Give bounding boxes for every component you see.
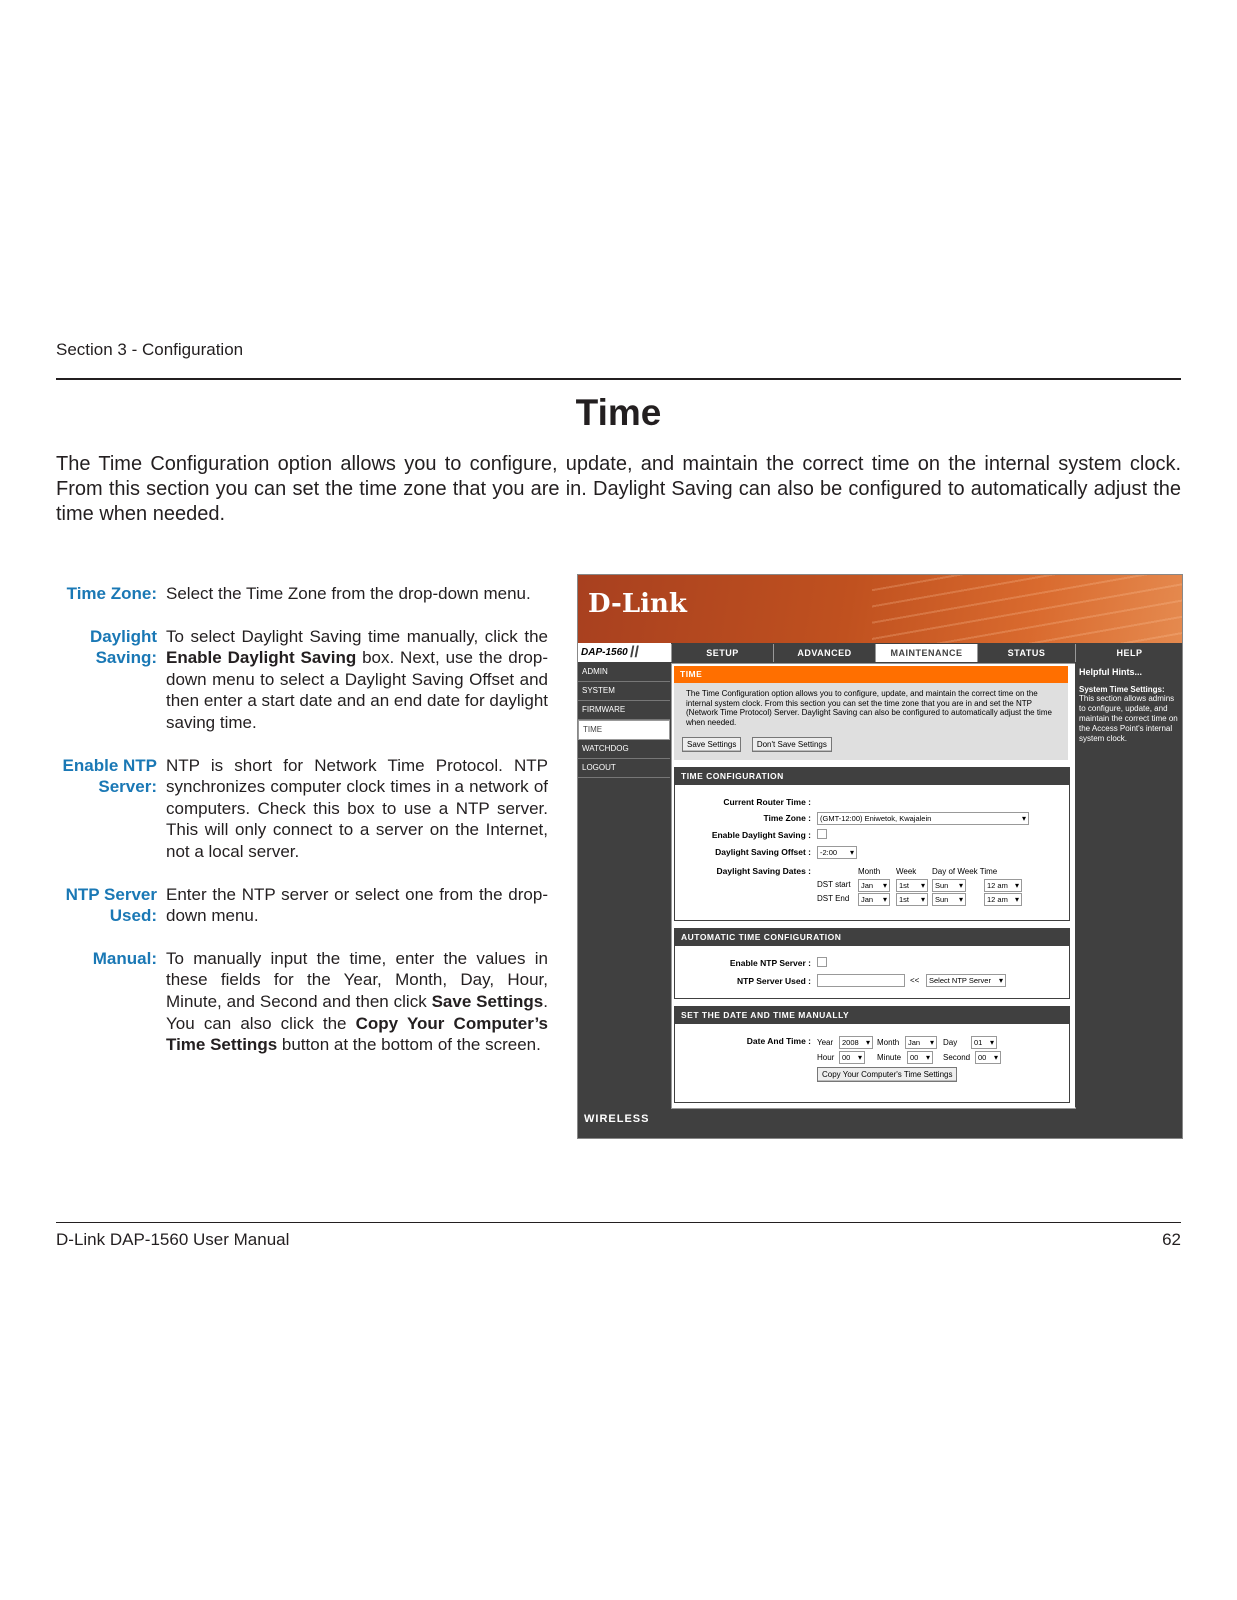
- time-configuration-panel: [674, 767, 1070, 921]
- enable-ntp-label: Enable NTP Server :: [729, 958, 811, 968]
- desc-time-zone: Select the Time Zone from the drop-down menu.: [166, 584, 531, 603]
- dst-end-month-select[interactable]: Jan ▾: [858, 893, 890, 906]
- wireless-footer-logo: WIRELESS: [584, 1113, 650, 1125]
- definition-daylight-saving: [56, 626, 548, 734]
- dst-end-time-select[interactable]: 12 am ▾: [984, 893, 1022, 906]
- dst-end-day-select[interactable]: Sun ▾: [932, 893, 966, 906]
- help-subtitle: System Time Settings:: [1079, 685, 1165, 694]
- time-panel-description: The Time Configuration option allows you to configure, update, and maintain the correct time on the internal system clock. From this section you can set the time zone that you are in and set the NTP (Network Time Protocol) Server. Daylight Saving can also be configured to automatically adjust the time when needed.: [686, 689, 1052, 727]
- sidebar-item-logout[interactable]: LOGOUT: [578, 759, 670, 778]
- tab-advanced[interactable]: ADVANCED: [773, 644, 875, 662]
- col-week: Week: [896, 867, 917, 876]
- col-day-time: Day of Week Time: [932, 867, 998, 876]
- dont-save-settings-button[interactable]: Don't Save Settings: [752, 737, 832, 752]
- manual-time-title: SET THE DATE AND TIME MANUALLY: [675, 1007, 1069, 1024]
- intro-paragraph: The Time Configuration option allows you to configure, update, and maintain the correct time on the internal system clock. From this section you can set the time zone that you are in. Daylight Saving can also be configured to automatically adjust the time when needed.: [56, 453, 1181, 525]
- date-time-label: Date And Time :: [746, 1036, 811, 1046]
- sidebar-item-time[interactable]: TIME: [578, 720, 670, 740]
- desc-ntp-server-used: Enter the NTP server or select one from the drop-down menu.: [166, 884, 548, 926]
- col-month: Month: [858, 867, 881, 876]
- desc-daylight-saving: To select Daylight Saving time manually, click the Enable Daylight Saving box. Next, use the drop-down menu to select a Daylight Saving Offset and then enter a start date and an end date for daylight saving time.: [166, 626, 548, 732]
- ntp-server-select[interactable]: Select NTP Server ▾: [926, 974, 1006, 987]
- day-label: Day: [943, 1038, 958, 1047]
- enable-ntp-checkbox[interactable]: [817, 957, 827, 967]
- definition-manual: [56, 948, 548, 1056]
- term-time-zone: Time Zone:: [66, 584, 157, 603]
- second-select[interactable]: 00 ▾: [975, 1051, 1001, 1064]
- sidebar-item-firmware[interactable]: FIRMWARE: [578, 701, 670, 720]
- tab-status[interactable]: STATUS: [977, 644, 1075, 662]
- save-settings-button[interactable]: Save Settings: [682, 737, 741, 752]
- time-zone-select[interactable]: (GMT-12:00) Eniwetok, Kwajalein ▾: [817, 812, 1029, 825]
- router-ui-screenshot: [577, 574, 1183, 1139]
- definition-ntp-server-used: [56, 884, 548, 927]
- hour-select[interactable]: 00 ▾: [839, 1051, 865, 1064]
- definition-time-zone: [56, 583, 548, 605]
- slash-decoration: //: [630, 644, 639, 661]
- section-label: Section 3 - Configuration: [56, 340, 244, 359]
- hour-label: Hour: [817, 1053, 835, 1062]
- automatic-time-title: AUTOMATIC TIME CONFIGURATION: [675, 929, 1069, 946]
- dst-end-label: DST End: [817, 894, 850, 903]
- month-label: Month: [877, 1038, 900, 1047]
- tab-maintenance[interactable]: MAINTENANCE: [875, 644, 977, 662]
- footer-divider: [56, 1222, 1181, 1223]
- ntp-server-input[interactable]: [817, 974, 905, 987]
- time-panel-title: TIME: [674, 666, 1068, 683]
- time-panel: [674, 666, 1068, 760]
- model-label: DAP-1560: [578, 643, 671, 662]
- offset-select[interactable]: -2:00 ▾: [817, 846, 857, 859]
- minute-select[interactable]: 00 ▾: [907, 1051, 933, 1064]
- sidebar-item-admin[interactable]: ADMIN: [578, 663, 670, 682]
- sidebar: [578, 663, 670, 778]
- term-manual: Manual:: [92, 948, 157, 968]
- main-content: [671, 663, 1076, 1109]
- header-divider: [56, 378, 1181, 380]
- dst-end-week-select[interactable]: 1st ▾: [896, 893, 928, 906]
- current-time-label: Current Router Time :: [723, 797, 811, 807]
- month-select[interactable]: Jan ▾: [905, 1036, 937, 1049]
- minute-label: Minute: [877, 1053, 902, 1062]
- dst-start-month-select[interactable]: Jan ▾: [858, 879, 890, 892]
- dst-start-label: DST start: [817, 880, 851, 889]
- dates-label: Daylight Saving Dates :: [716, 866, 811, 876]
- help-panel: [1075, 663, 1182, 1107]
- daylight-saving-checkbox[interactable]: [817, 829, 827, 839]
- page-number: 62: [1162, 1230, 1181, 1249]
- tab-help[interactable]: HELP: [1075, 644, 1183, 662]
- footer-manual-title: D-Link DAP-1560 User Manual: [56, 1230, 290, 1249]
- page-title: Time: [575, 392, 662, 433]
- help-body: This section allows admins to configure, update, and maintain the correct time on the Access Point's internal system clock.: [1079, 694, 1178, 743]
- time-configuration-title: TIME CONFIGURATION: [675, 768, 1069, 785]
- dlink-logo: D-Link: [588, 589, 687, 619]
- dst-start-time-select[interactable]: 12 am ▾: [984, 879, 1022, 892]
- sidebar-item-system[interactable]: SYSTEM: [578, 682, 670, 701]
- tab-setup[interactable]: SETUP: [671, 644, 773, 662]
- copy-computer-time-button[interactable]: Copy Your Computer's Time Settings: [817, 1067, 957, 1082]
- second-label: Second: [943, 1053, 971, 1062]
- ntp-used-label: NTP Server Used :: [736, 976, 811, 986]
- day-select[interactable]: 01 ▾: [971, 1036, 997, 1049]
- dst-start-week-select[interactable]: 1st ▾: [896, 879, 928, 892]
- automatic-time-panel: [674, 928, 1070, 999]
- desc-enable-ntp: NTP is short for Network Time Protocol. NTP synchronizes computer clock times in a network of computers. Check this box to use a NTP server. This will only connect to a server on the Internet, not a local server.: [166, 755, 548, 861]
- definition-list: [56, 583, 548, 1077]
- manual-time-panel: [674, 1006, 1070, 1103]
- daylight-saving-label: Enable Daylight Saving :: [711, 830, 811, 840]
- year-label: Year: [817, 1038, 834, 1047]
- help-title: Helpful Hints...: [1079, 667, 1142, 677]
- term-daylight-saving: Daylight Saving:: [89, 626, 157, 668]
- offset-label: Daylight Saving Offset :: [715, 847, 811, 857]
- ntp-copy-arrow[interactable]: <<: [910, 976, 920, 985]
- year-select[interactable]: 2008 ▾: [839, 1036, 873, 1049]
- time-zone-label: Time Zone :: [763, 813, 811, 823]
- desc-manual: To manually input the time, enter the values in these fields for the Year, Month, Day, Hour, Minute, and Second and then click Save Settings. You can also click the Copy Your Computer’s Time Settings button at the bottom of the screen.: [166, 948, 548, 1055]
- dst-start-day-select[interactable]: Sun ▾: [932, 879, 966, 892]
- term-ntp-server-used: NTP Server Used:: [65, 884, 157, 926]
- term-enable-ntp: Enable NTP Server:: [62, 755, 157, 797]
- sidebar-item-watchdog[interactable]: WATCHDOG: [578, 740, 670, 759]
- definition-enable-ntp: [56, 755, 548, 863]
